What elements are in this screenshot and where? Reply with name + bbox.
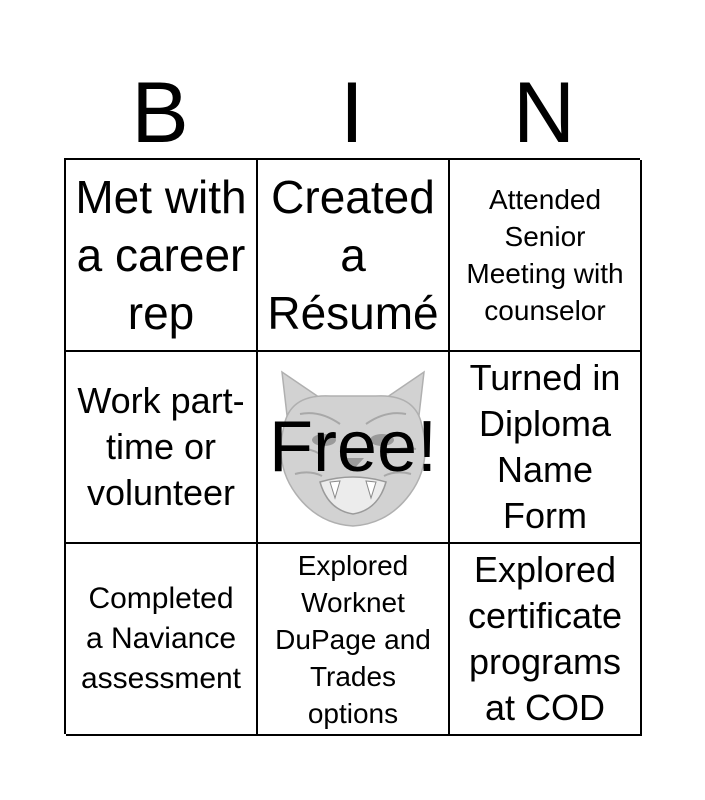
cell-label: Work part- time or volunteer xyxy=(77,380,245,513)
bingo-cell[interactable] xyxy=(450,160,642,352)
free-space-label: Free! xyxy=(268,407,438,487)
header-letter-b: B xyxy=(131,65,189,161)
cell-label: Created a Résumé xyxy=(267,171,439,339)
bingo-cell[interactable] xyxy=(450,352,642,544)
bingo-cell[interactable] xyxy=(450,544,642,736)
cell-label: Met with a career rep xyxy=(75,171,247,339)
free-space-cell[interactable] xyxy=(258,352,450,544)
cell-label: Completed a Naviance assessment xyxy=(80,582,242,695)
bingo-cell[interactable] xyxy=(66,352,258,544)
cell-label: Attended Senior Meeting with counselor xyxy=(466,184,624,326)
bingo-cell[interactable] xyxy=(66,160,258,352)
bingo-cell[interactable] xyxy=(66,544,258,736)
header-letter-i: I xyxy=(340,65,364,161)
cell-label: Explored certificate programs at COD xyxy=(467,549,623,728)
bingo-board xyxy=(64,158,640,734)
cell-label: Explored Worknet DuPage and Trades options xyxy=(275,549,431,729)
bingo-cell[interactable] xyxy=(258,160,450,352)
bingo-cell[interactable] xyxy=(258,544,450,736)
header-letter-n: N xyxy=(512,65,576,161)
cell-label: Turned in Diploma Name Form xyxy=(469,357,621,536)
